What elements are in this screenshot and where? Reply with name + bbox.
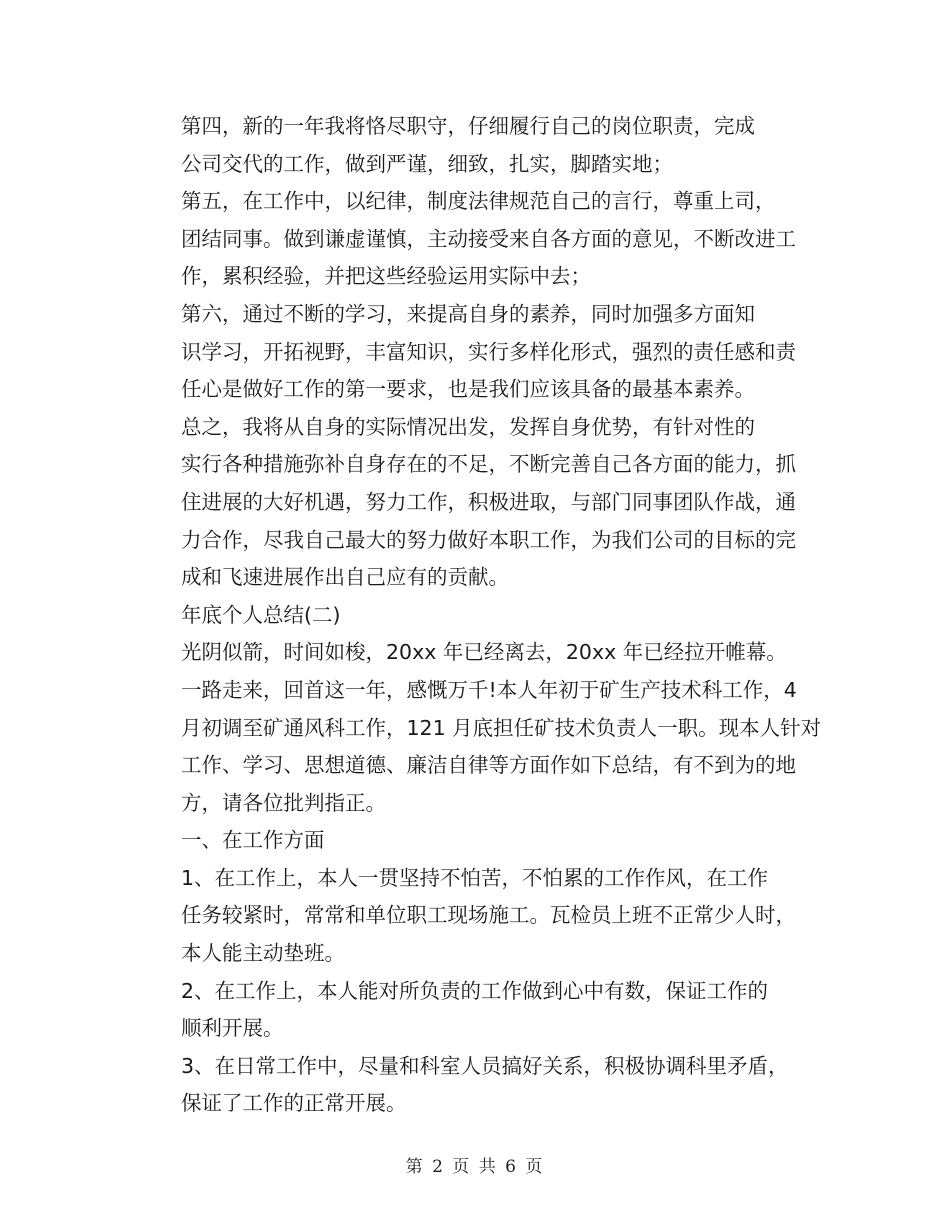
document-body [140, 108, 822, 1123]
text-line: 一、在工作方面 [181, 828, 325, 853]
text-line: 任心是做好工作的第一要求，也是我们应该具备的最基本素养。 [181, 377, 755, 402]
text-line: 工作、学习、思想道德、廉洁自律等方面作如下总结，有不到为的地 [181, 753, 796, 778]
text-line: 年底个人总结(二) [181, 602, 341, 627]
text-line: 3、在日常工作中，尽量和科室人员搞好关系，积极协调科里矛盾， [181, 1053, 789, 1078]
paragraph [140, 973, 810, 1048]
text-line: 作，累积经验，并把这些经验运用实际中去； [181, 264, 591, 289]
text-line: 公司交代的工作，做到严谨，细致，扎实，脚踏实地； [181, 151, 673, 176]
text-line: 2、在工作上，本人能对所负责的工作做到心中有数，保证工作的 [181, 978, 769, 1003]
text-line: 任务较紧时，常常和单位职工现场施工。瓦检员上班不正常少人时， [181, 903, 796, 928]
text-line: 顺利开展。 [181, 1016, 284, 1041]
text-line: 光阴似箭，时间如梭，20xx 年已经离去，20xx 年已经拉开帷幕。 [181, 640, 787, 665]
paragraph [140, 597, 810, 635]
text-line: 住进展的大好机遇，努力工作，积极进取，与部门同事团队作战，通 [181, 489, 796, 514]
paragraph [140, 822, 810, 860]
text-line: 第四，新的一年我将恪尽职守，仔细履行自己的岗位职责，完成 [181, 114, 755, 138]
text-line: 一路走来，回首这一年，感慨万千!本人年初于矿生产技术科工作，4 [181, 677, 797, 702]
text-line: 成和飞速进展作出自己应有的贡献。 [181, 565, 509, 590]
paragraph [140, 634, 822, 822]
text-line: 识学习，开拓视野，丰富知识，实行多样化形式，强烈的责任感和责 [181, 339, 796, 364]
text-line: 第五，在工作中，以纪律，制度法律规范自己的言行，尊重上司， [181, 189, 776, 214]
page-footer: 第 2 页 共 6 页 [405, 1157, 545, 1177]
paragraph [140, 860, 810, 973]
text-line: 方，请各位批判指正。 [181, 790, 386, 815]
text-line: 月初调至矿通风科工作，121 月底担任矿技术负责人一职。现本人针对 [181, 715, 822, 740]
text-line: 总之，我将从自身的实际情况出发，发挥自身优势，有针对性的 [181, 414, 755, 439]
text-line: 力合作，尽我自己最大的努力做好本职工作，为我们公司的目标的完 [181, 527, 796, 552]
text-line: 1、在工作上，本人一贯坚持不怕苦，不怕累的工作作风，在工作 [181, 865, 769, 890]
paragraph [140, 183, 810, 296]
paragraph [140, 108, 810, 183]
paragraph [140, 1048, 810, 1123]
text-line: 实行各种措施弥补自身存在的不足，不断完善自己各方面的能力，抓 [181, 452, 796, 477]
paragraph [140, 409, 810, 597]
text-line: 第六，通过不断的学习，来提高自身的素养，同时加强多方面知 [181, 301, 755, 326]
text-line: 团结同事。做到谦虚谨慎，主动接受来自各方面的意见，不断改进工 [181, 226, 796, 251]
text-line: 本人能主动垫班。 [181, 941, 345, 966]
paragraph [140, 296, 810, 409]
text-line: 保证了工作的正常开展。 [181, 1091, 407, 1116]
